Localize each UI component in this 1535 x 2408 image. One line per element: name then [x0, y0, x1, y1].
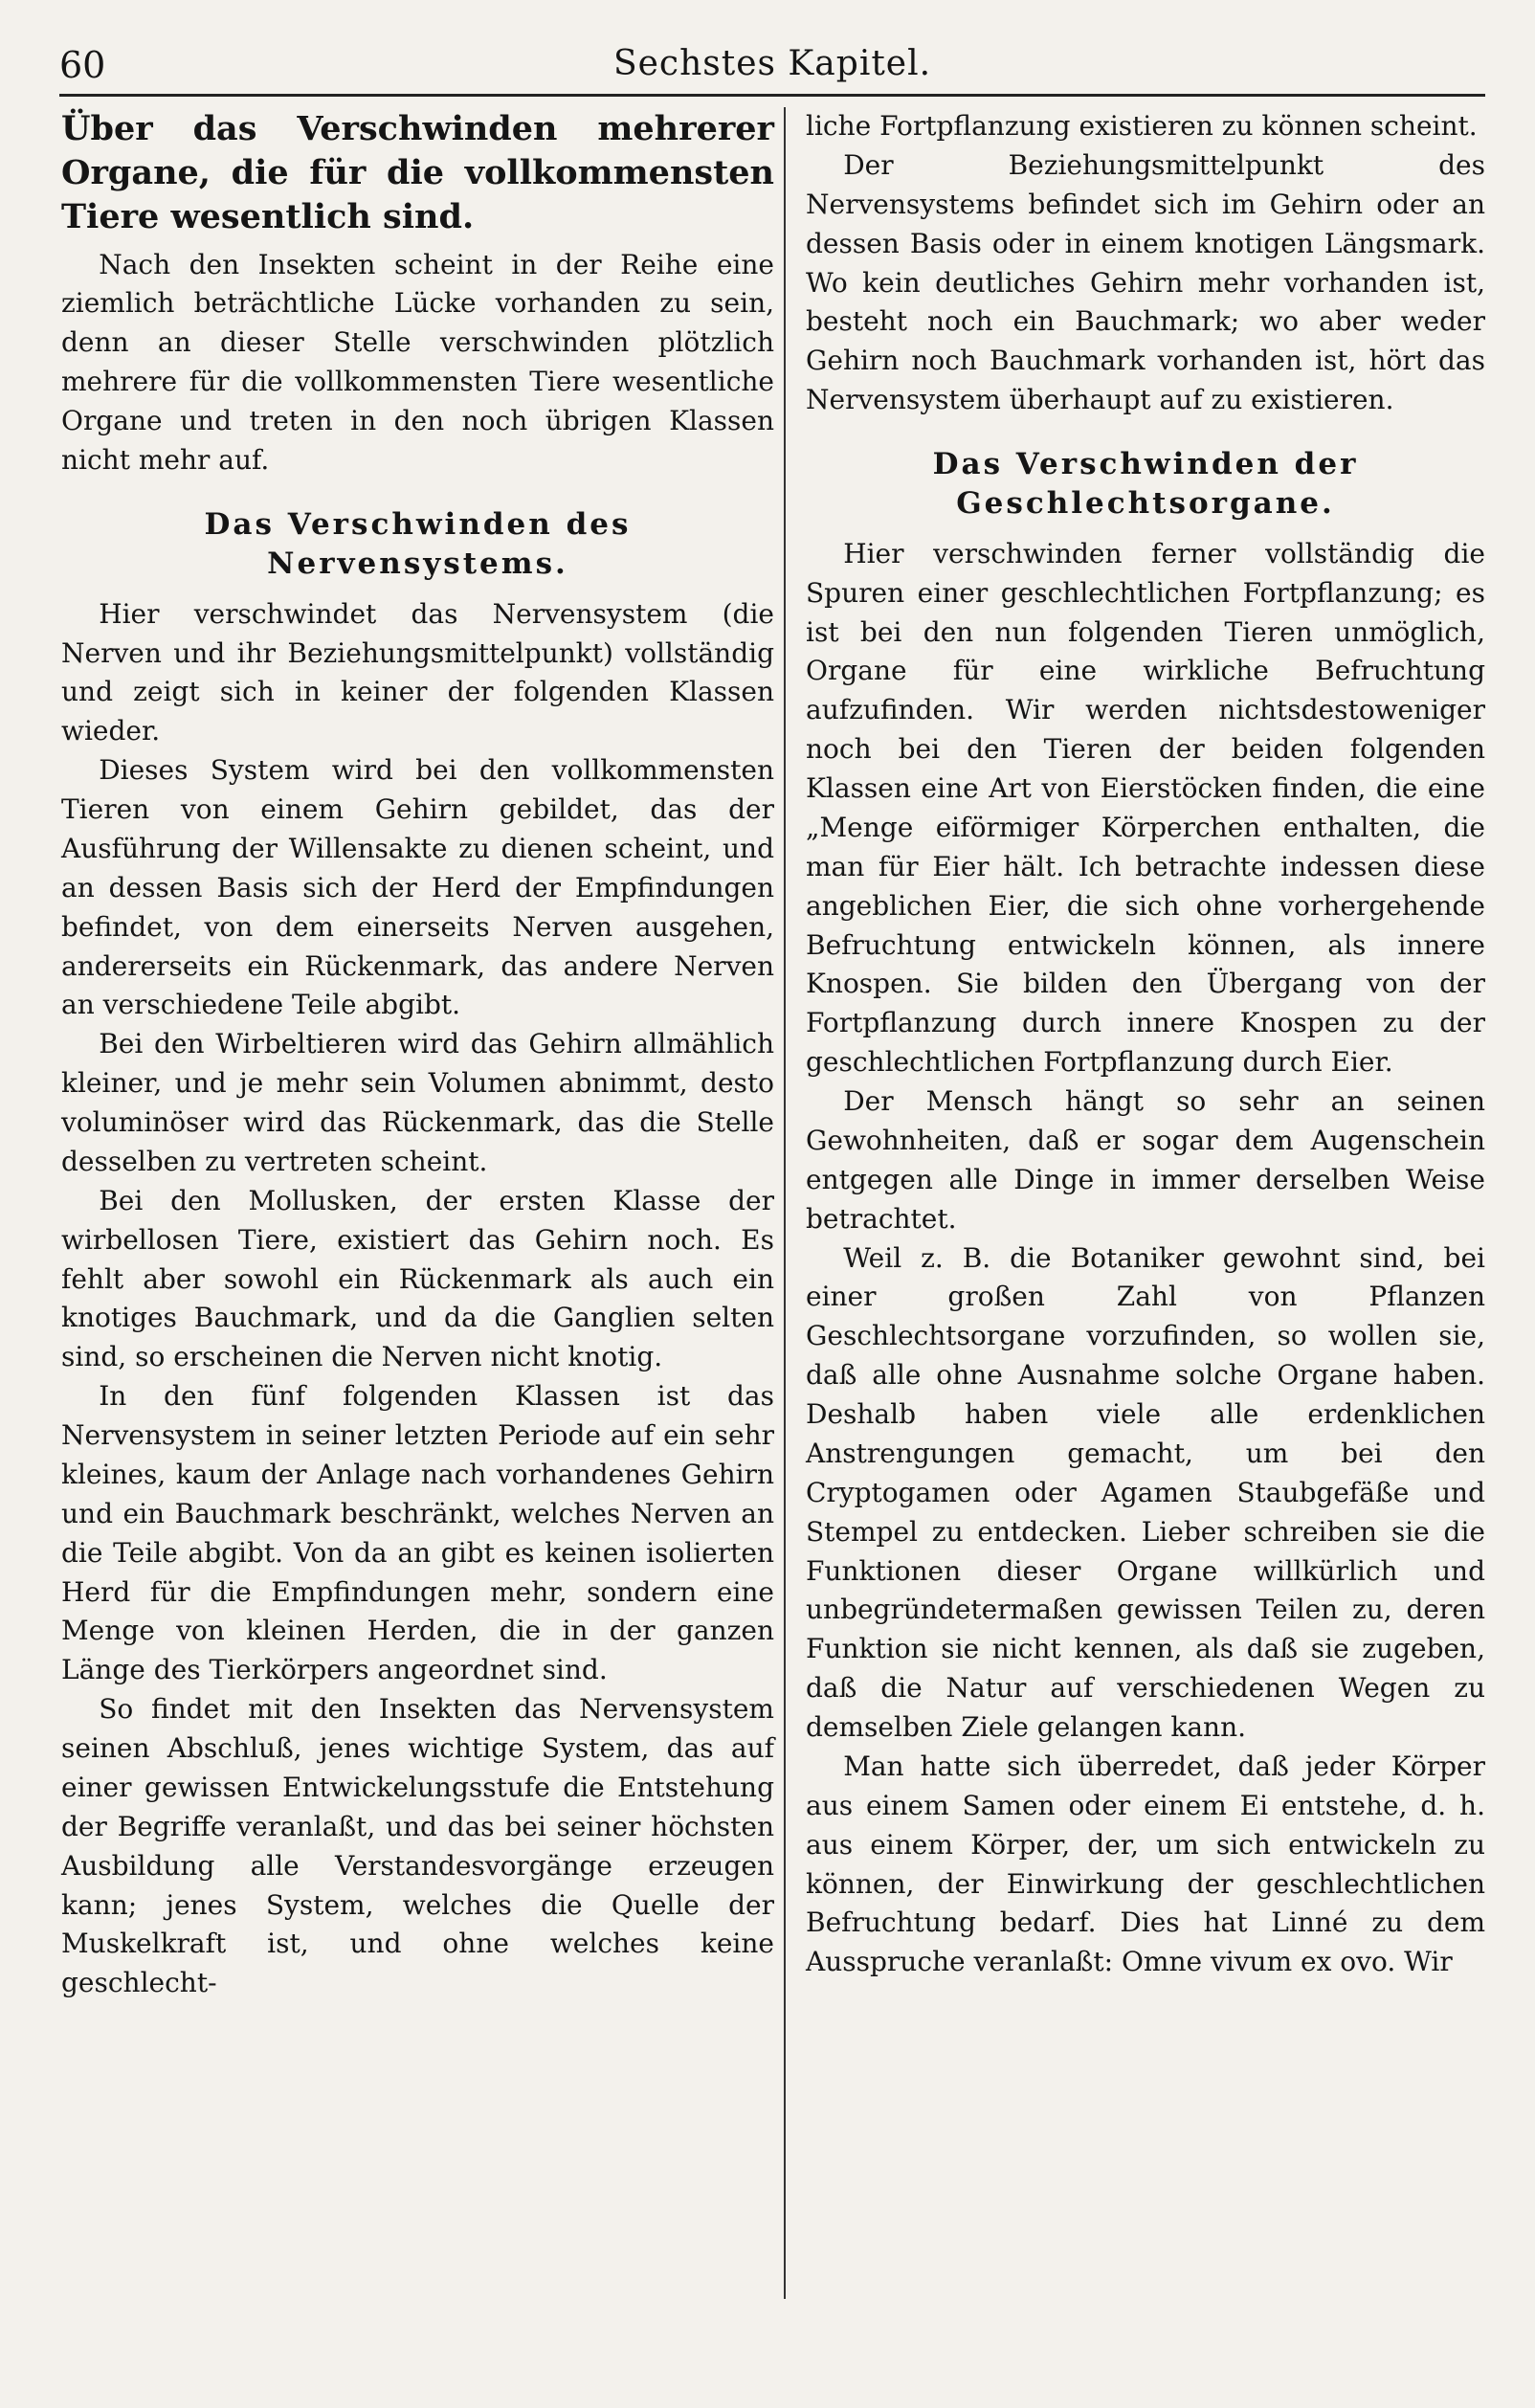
paragraph: Hier verschwindet das Nervensystem (die Nerven und ihr Beziehungsmittelpunkt) vollständig und zeigt sich in keiner der folgenden Klassen wieder.: [61, 597, 774, 747]
column-divider: [784, 107, 786, 2299]
paragraph: Dieses System wird bei den vollkommensten Tieren von einem Gehirn gebildet, das der Ausführung der Willensakte zu dienen scheint, und an dessen Basis sich der Herd der Empfindungen befindet, von dem einerseits Nerven ausgehen, andererseits ein Rückenmark, das andere Nerven an verschiedene Teile abgibt.: [61, 754, 774, 1021]
paragraph: Der Beziehungsmittelpunkt des Nervensystems befindet sich im Gehirn oder an dessen Basis oder in einem knotigen Längsmark. Wo kein deutliches Gehirn mehr vorhanden ist, besteht noch ein Bauchmark; wo aber weder Gehirn noch Bauchmark vorhanden ist, hört das Nervensystem überhaupt auf zu existieren.: [806, 148, 1485, 416]
paragraph: So findet mit den Insekten das Nervensystem seinen Abschluß, jenes wichtige System, das auf einer gewissen Entwickelungsstufe die Entstehung der Begriffe veranlaßt, und das bei seiner höchsten Ausbildung alle Verstandesvorgänge erzeugen kann; jenes System, welches die Quelle der Muskelkraft ist, und ohne welches keine geschlecht-: [61, 1693, 774, 1999]
paragraph: Bei den Mollusken, der ersten Klasse der wirbellosen Tiere, existiert das Gehirn noch. Es fehlt aber sowohl ein Rückenmark als auch ein knotiges Bauchmark, und da die Ganglien selten sind, so erscheinen die Nerven nicht knotig.: [61, 1184, 774, 1373]
paragraph: Weil z. B. die Botaniker gewohnt sind, bei einer großen Zahl von Pflanzen Geschlechtsorgane vorzufinden, so wollen sie, daß alle ohne Ausnahme solche Organe haben. Deshalb haben viele alle erdenklichen Anstrengungen gemacht, um bei den Cryptogamen oder Agamen Staubgefäße und Stempel zu entdecken. Lieber schreiben sie die Funktionen dieser Organe willkürlich und unbegründetermaßen gewissen Teilen zu, deren Funktion sie nicht kennen, als daß sie zugeben, daß die Natur auf verschiedenen Wegen zu demselben Ziele gelangen kann.: [806, 1241, 1485, 1744]
paragraph: Man hatte sich überredet, daß jeder Körper aus einem Samen oder einem Ei entstehe, d. h. aus einem Körper, der, um sich entwickeln zu können, der Einwirkung der geschlechtlichen Befruchtung bedarf. Dies hat Linné zu dem Ausspruche veranlaßt: Omne vivum ex ovo. Wir: [806, 1750, 1485, 1978]
paragraph: Nach den Insekten scheint in der Reihe eine ziemlich beträchtliche Lücke vorhanden zu sein, denn an dieser Stelle verschwinden plötzlich mehrere für die vollkommensten Tiere wesentliche Organe und treten in den noch übrigen Klassen nicht mehr auf.: [61, 248, 774, 476]
page-header: [59, 38, 1485, 97]
paragraph: Der Mensch hängt so sehr an seinen Gewohnheiten, daß er sogar dem Augenschein entgegen alle Dinge in immer derselben Weise betrachtet.: [806, 1085, 1485, 1235]
page-number: 60: [59, 44, 106, 86]
right-column: [806, 107, 1485, 1982]
subsection-heading: Das Verschwinden des Nervensystems.: [204, 506, 632, 581]
subsection-heading: Das Verschwinden der Geschlechtsorgane.: [932, 447, 1359, 521]
section-heading: Über das Verschwinden mehrerer Organe, die für die vollkommensten Tiere wesentlich sind.: [61, 109, 774, 237]
paragraph: Bei den Wirbeltieren wird das Gehirn allmählich kleiner, und je mehr sein Volumen abnimmt, desto voluminöser wird das Rückenmark, das die Stelle desselben zu vertreten scheint.: [61, 1028, 774, 1177]
paragraph-continuation: liche Fortpflanzung existieren zu können scheint.: [806, 110, 1478, 142]
paragraph: In den fünf folgenden Klassen ist das Nervensystem in seiner letzten Periode auf ein sehr kleines, kaum der Anlage nach vorhandenes Gehirn und ein Bauchmark beschränkt, welches Nerven an die Teile abgibt. Von da an gibt es keinen isolierten Herd für die Empfindungen mehr, sondern eine Menge von kleinen Herden, die in der ganzen Länge des Tierkörpers angeordnet sind.: [61, 1380, 774, 1686]
running-head: Sechstes Kapitel.: [612, 44, 932, 83]
paragraph: Hier verschwinden ferner vollständig die Spuren einer geschlechtlichen Fortpflanzung; es ist bei den nun folgenden Tieren unmöglich, Organe für eine wirkliche Befruchtung aufzufinden. Wir werden nichtsdestoweniger noch bei den Tieren der beiden folgenden Klassen eine Art von Eierstöcken finden, die eine „Menge eiförmiger Körperchen enthalten, die man für Eier hält. Ich betrachte indessen diese angeblichen Eier, die sich ohne vorhergehende Befruchtung entwickeln können, als innere Knospen. Sie bilden den Übergang von der Fortpflanzung durch innere Knospen zu der geschlechtlichen Fortpflanzung durch Eier.: [806, 537, 1485, 1079]
left-column: [61, 107, 774, 2003]
